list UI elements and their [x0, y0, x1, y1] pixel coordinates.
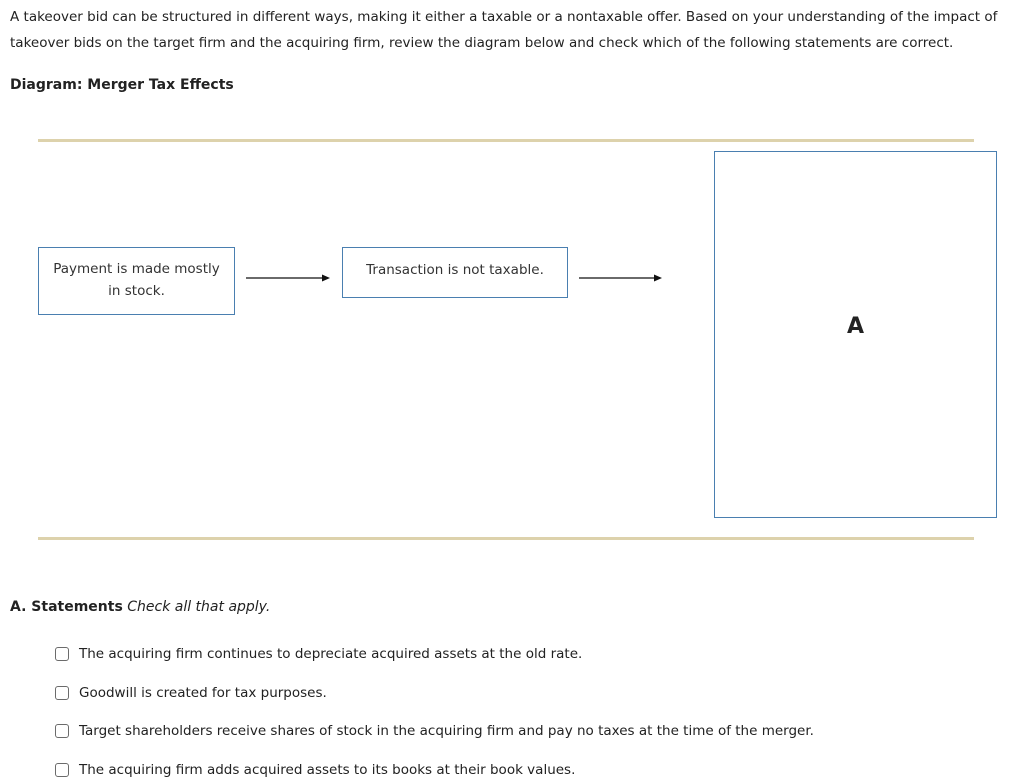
intro-line-2: takeover bids on the target firm and the acquiring firm, review the diagram below and check which of the following statements are correct. [10, 35, 954, 51]
diagram-title: Diagram: Merger Tax Effects [10, 77, 234, 93]
answer-drop-box-a[interactable] [714, 151, 997, 518]
intro-line-1: A takeover bid can be structured in different ways, making it either a taxable or a nontaxable offer. Based on your understanding of the impact of [10, 9, 998, 25]
statements-heading [10, 599, 270, 615]
statement-option-label: Goodwill is created for tax purposes. [79, 684, 327, 701]
payment-in-stock-box: Payment is made mostly in stock. [38, 247, 235, 315]
statement-option-label: Target shareholders receive shares of stock in the acquiring firm and pay no taxes at the time of the merger. [79, 723, 814, 739]
box-a-label: A [846, 314, 865, 339]
question-intro [10, 4, 1015, 56]
statement-option-label: The acquiring firm adds acquired assets to its books at their book values. [79, 761, 576, 778]
checkbox[interactable] [55, 763, 69, 777]
statements-options-list [55, 644, 814, 783]
statement-option[interactable] [55, 683, 814, 722]
statements-instruction: Check all that apply. [127, 599, 271, 615]
statements-title: A. Statements [10, 599, 123, 615]
transaction-not-taxable-box: Transaction is not taxable. [342, 247, 568, 298]
statement-option[interactable] [55, 644, 814, 683]
checkbox[interactable] [55, 647, 69, 661]
diagram-top-rule [38, 139, 974, 142]
diagram-bottom-rule [38, 537, 974, 540]
statement-option-label: The acquiring firm continues to depreciate acquired assets at the old rate. [79, 646, 583, 662]
checkbox[interactable] [55, 724, 69, 738]
arrow-right-icon [579, 272, 662, 284]
statement-option[interactable] [55, 721, 814, 760]
statement-option[interactable] [55, 760, 814, 783]
arrow-right-icon [246, 272, 330, 284]
checkbox[interactable] [55, 686, 69, 700]
